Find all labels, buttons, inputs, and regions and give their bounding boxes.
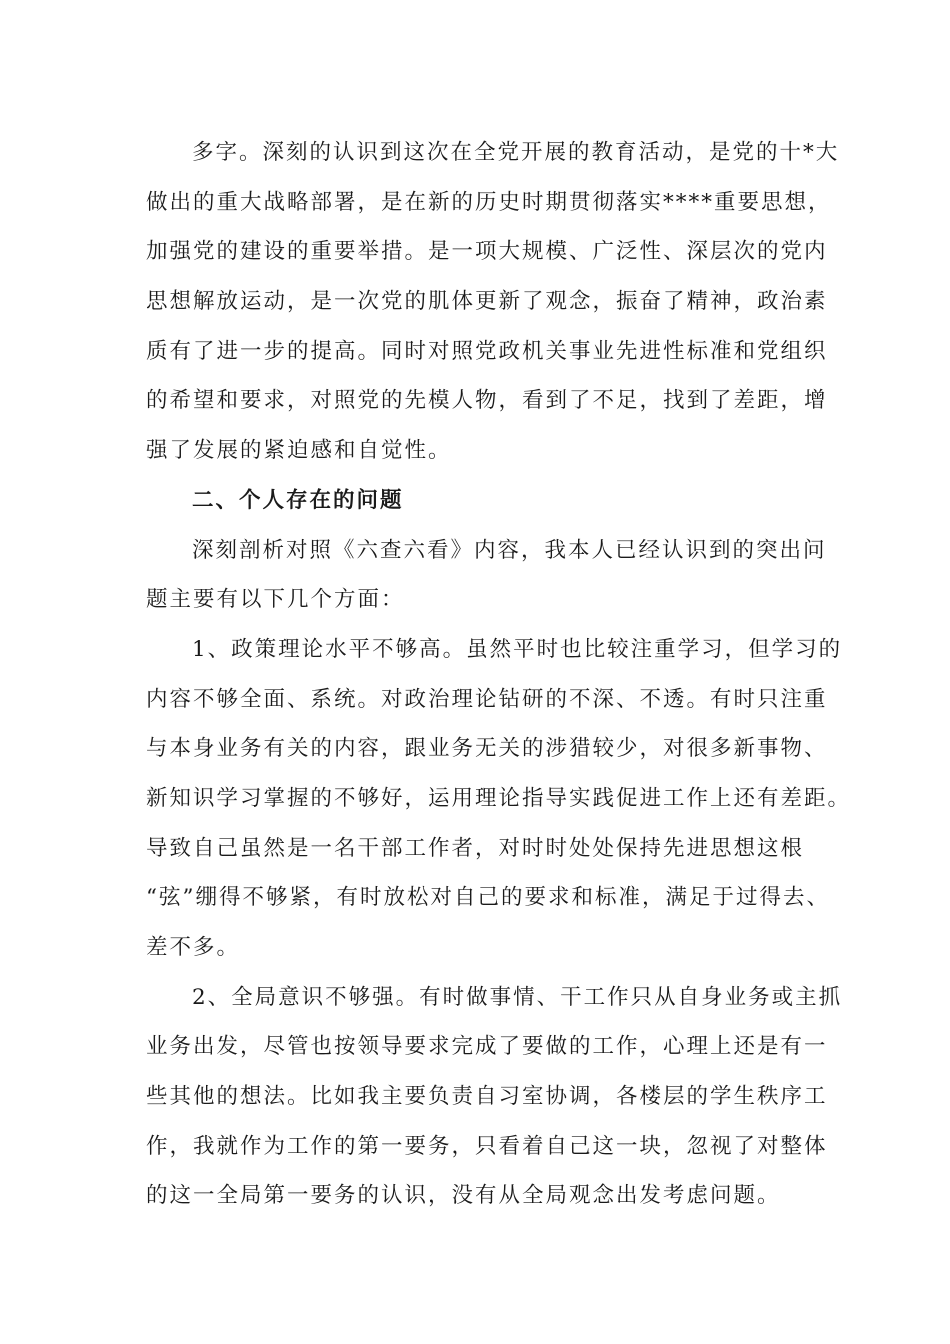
document-body [146, 128, 852, 1221]
paragraph-intro-continuation [146, 128, 840, 476]
text-line: 2、全局意识不够强。有时做事情、干工作只从自身业务或主抓 [192, 984, 843, 1010]
text-line: 做出的重大战略部署，是在新的历史时期贯彻落实****重要思想， [146, 189, 832, 215]
text-line: 业务出发，尽管也按领导要求完成了要做的工作，心理上还是有一 [146, 1034, 828, 1060]
text-line: 1、政策理论水平不够高。虽然平时也比较注重学习，但学习的 [192, 636, 843, 662]
text-line: 作，我就作为工作的第一要务，只看着自己这一块，忽视了对整体 [146, 1133, 828, 1159]
section-heading: 二、个人存在的问题 [192, 487, 404, 513]
paragraph-analysis [146, 526, 827, 625]
text-line: 深刻剖析对照《六查六看》内容，我本人已经认识到的突出问 [192, 537, 827, 563]
text-line: 差不多。 [146, 935, 241, 960]
text-line: 思想解放运动，是一次党的肌体更新了观念，振奋了精神，政治素 [146, 289, 828, 315]
text-line: 多字。深刻的认识到这次在全党开展的教育活动，是党的十*大 [192, 140, 840, 165]
text-line: 的希望和要求，对照党的先模人物，看到了不足，找到了差距，增 [146, 388, 828, 414]
text-line: 的这一全局第一要务的认识，没有从全局观念出发考虑问题。 [146, 1183, 781, 1209]
text-line: 新知识学习掌握的不够好，运用理论指导实践促进工作上还有差距。 [146, 785, 852, 811]
paragraph-point-2 [146, 973, 843, 1221]
text-line: 内容不够全面、系统。对政治理论钻研的不深、不透。有时只注重 [146, 686, 828, 712]
text-line: 强了发展的紧迫感和自觉性。 [146, 438, 452, 464]
text-line: 题主要有以下几个方面： [146, 587, 405, 613]
text-line: 质有了进一步的提高。同时对照党政机关事业先进性标准和党组织 [146, 338, 828, 364]
paragraph-point-1 [146, 625, 852, 973]
text-line: “弦”绷得不够紧，有时放松对自己的要求和标准，满足于过得去、 [146, 885, 830, 911]
text-line: 导致自己虽然是一名干部工作者，对时时处处保持先进思想这根 [146, 835, 805, 861]
text-line: 加强党的建设的重要举措。是一项大规模、广泛性、深层次的党内 [146, 239, 828, 265]
text-line: 些其他的想法。比如我主要负责自习室协调，各楼层的学生秩序工 [146, 1084, 828, 1110]
text-line: 与本身业务有关的内容，跟业务无关的涉猎较少，对很多新事物、 [146, 736, 828, 762]
